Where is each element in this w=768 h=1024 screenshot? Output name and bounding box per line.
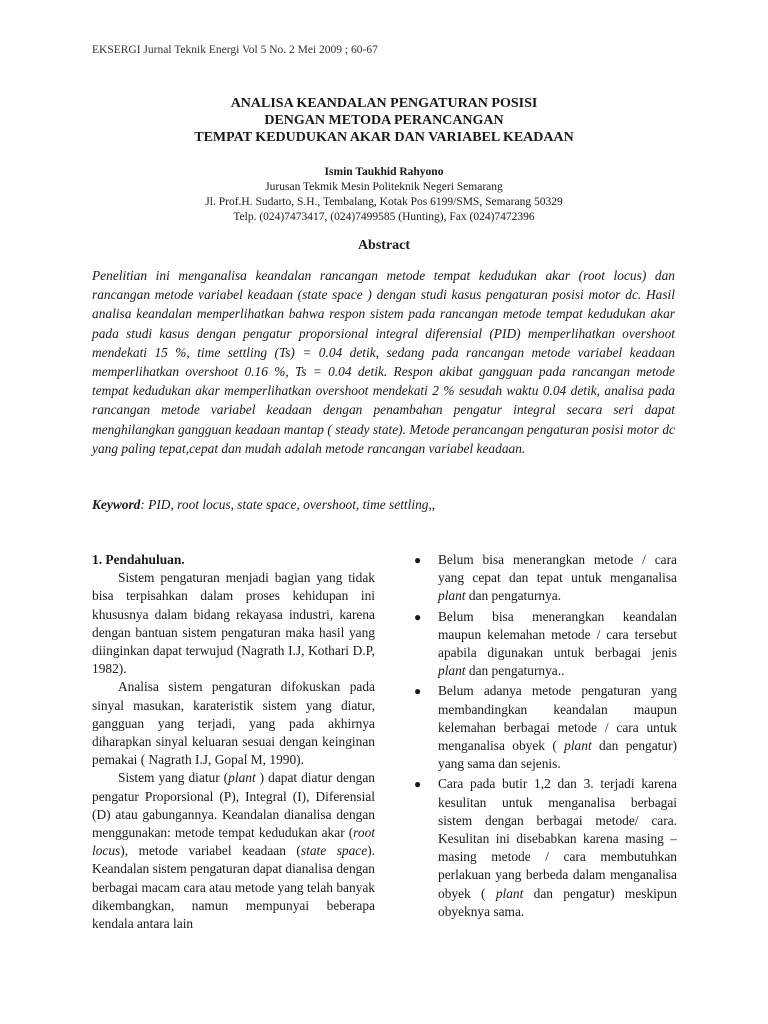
b2-text-b: dan pengaturnya.. (465, 663, 565, 679)
bullet-item (412, 775, 677, 921)
b3-text-b: dan pengatur) yang sama dan sejenis. (438, 738, 677, 772)
b1-text-a: Belum bisa menerangkan metode / cara yang cepat dan tepat untuk menganalisa (438, 552, 677, 586)
intro-paragraph-2: Analisa sistem pengaturan difokuskan pada sinyal masukan, karateristik sistem yang diatur, gangguan yang terjadi, yang pada akhirnya diharapkan sinyal keluaran sesuai dengan keinginan pemakai ( Nagrath I.J, Gopal M, 1990). (92, 679, 375, 768)
author-block (0, 165, 768, 225)
b2-plant-term: plant (438, 663, 466, 679)
journal-header: EKSERGI Jurnal Teknik Energi Vol 5 No. 2 Mei 2009 ; 60-67 (92, 44, 378, 56)
b4-plant-term: plant (495, 885, 524, 901)
title-line-2: DENGAN METODA PERANCANGAN (264, 113, 504, 128)
b4-text-b: dan pengatur) meskipun obyeknya sama. (438, 885, 677, 919)
b2-text-a: Belum bisa menerangkan keandalan maupun kelemahan metode / cara tersebut apabila digunakan untuk berbagai jenis (438, 608, 677, 661)
author-affiliation: Jurusan Tekmik Mesin Politeknik Negeri Semarang (265, 181, 503, 193)
bullet-item (412, 551, 677, 606)
paper-title (0, 95, 768, 146)
b1-text-b: dan pengaturnya. (465, 588, 562, 604)
bullet-icon: ● (414, 777, 422, 792)
intro-paragraph-1: Sistem pengaturan menjadi bagian yang tidak bisa terpisahkan dalam proses kehidupan ini khususnya dalam bidang rekayasa industri, karena dengan bantuan sistem pengaturan maka hasil yang diinginkan dapat terwujud (Nagrath I.J, Kothari D.P, 1982). (92, 570, 375, 677)
left-column (92, 551, 375, 933)
author-name: Ismin Taukhid Rahyono (324, 166, 444, 178)
author-address: Jl. Prof.H. Sudarto, S.H., Tembalang, Kotak Pos 6199/SMS, Semarang 50329 (205, 196, 563, 208)
b3-text-a: Belum adanya metode pengaturan yang membandingkan keandalan maupun kelemahan berbagai metode / cara untuk menganalisa obyek ( (438, 683, 677, 754)
p3-statespace-term: state space (300, 843, 368, 859)
bullet-list (412, 551, 677, 921)
p3-text-d: ). Keandalan sistem pengaturan dapat dianalisa dengan berbagai macam cara atau metode yang telah banyak dikembangkan, namun mempunyai beberapa kendala antara lain (92, 843, 375, 932)
bullet-item (412, 608, 677, 681)
title-line-1: ANALISA KEANDALAN PENGATURAN POSISI (230, 96, 538, 111)
author-phone: Telp. (024)7473417, (024)7499585 (Hunting), Fax (024)7472396 (233, 211, 535, 223)
p3-rootlocus-term: root locus (92, 825, 375, 859)
bullet-icon: ● (414, 553, 422, 567)
p3-plant-term: plant (228, 770, 256, 786)
bullet-icon: ● (414, 609, 422, 624)
b1-plant-term: plant (438, 588, 466, 604)
bullet-item (412, 682, 677, 773)
keyword-label: Keyword (92, 497, 141, 512)
p3-text-c: ), metode variabel keadaan ( (120, 843, 301, 859)
section-heading: 1. Pendahuluan. (92, 552, 185, 567)
keyword-line (92, 497, 435, 513)
right-column (412, 551, 677, 923)
b4-text-a: Cara pada butir 1,2 dan 3. terjadi karena kesulitan untuk menganalisa berbagai sistem dengan berbagai metode/ cara. Kesulitan ini disebabkan karena masing – masing metode / cara membutuhkan perlakuan yang berbeda dalam menganalisa obyek ( (438, 776, 677, 901)
bullet-icon: ● (414, 684, 422, 699)
p3-text-b: ) dapat diatur dengan pengatur Proporsional (P), Integral (I), Diferensial (D) atau gabungannya. Keandalan dianalisa dengan menggunakan: metode tempat kedudukan akar ( (92, 770, 375, 841)
abstract-text: Penelitian ini menganalisa keandalan rancangan metode tempat kedudukan akar (root locus) dan rancangan metode variabel keadaan (state space ) dengan studi kasus pengaturan posisi motor dc. Hasil analisa keandalan memperlihatkan bahwa respon sistem pada rancangan metode tempat kedudukan akar pada studi kasus dengan pengatur proporsional integral diferensial (PID) memperlihatkan overshoot mendekati 15 %, time settling (Ts) = 0.04 detik, sedang pada rancangan metode variabel keadaan memperlihatkan overshoot 0.16 %, Ts = 0.04 detik. Respon akibat gangguan pada rancangan metode tempat kedudukan akar memperlihatkan overshoot mendekati 2 % sesudah waktu 0.04 detik, analisa pada rancangan metode variabel keadaan dengan penambahan pengatur integral secara seri dapat menghilangkan gangguan keadaan mantap ( steady state). Metode perancangan pengaturan posisi motor dc yang paling tepat,cepat dan mudah adalah metode rancangan variabel keadaan. (92, 268, 675, 456)
b3-plant-term: plant (564, 738, 592, 754)
keyword-text: : PID, root locus, state space, overshoot, time settling,, (140, 497, 436, 512)
intro-paragraph-3 (92, 769, 375, 933)
p3-text-a: Sistem yang diatur ( (118, 770, 229, 786)
title-line-3: TEMPAT KEDUDUKAN AKAR DAN VARIABEL KEADAAN (194, 130, 574, 145)
abstract-heading: Abstract (357, 238, 411, 253)
